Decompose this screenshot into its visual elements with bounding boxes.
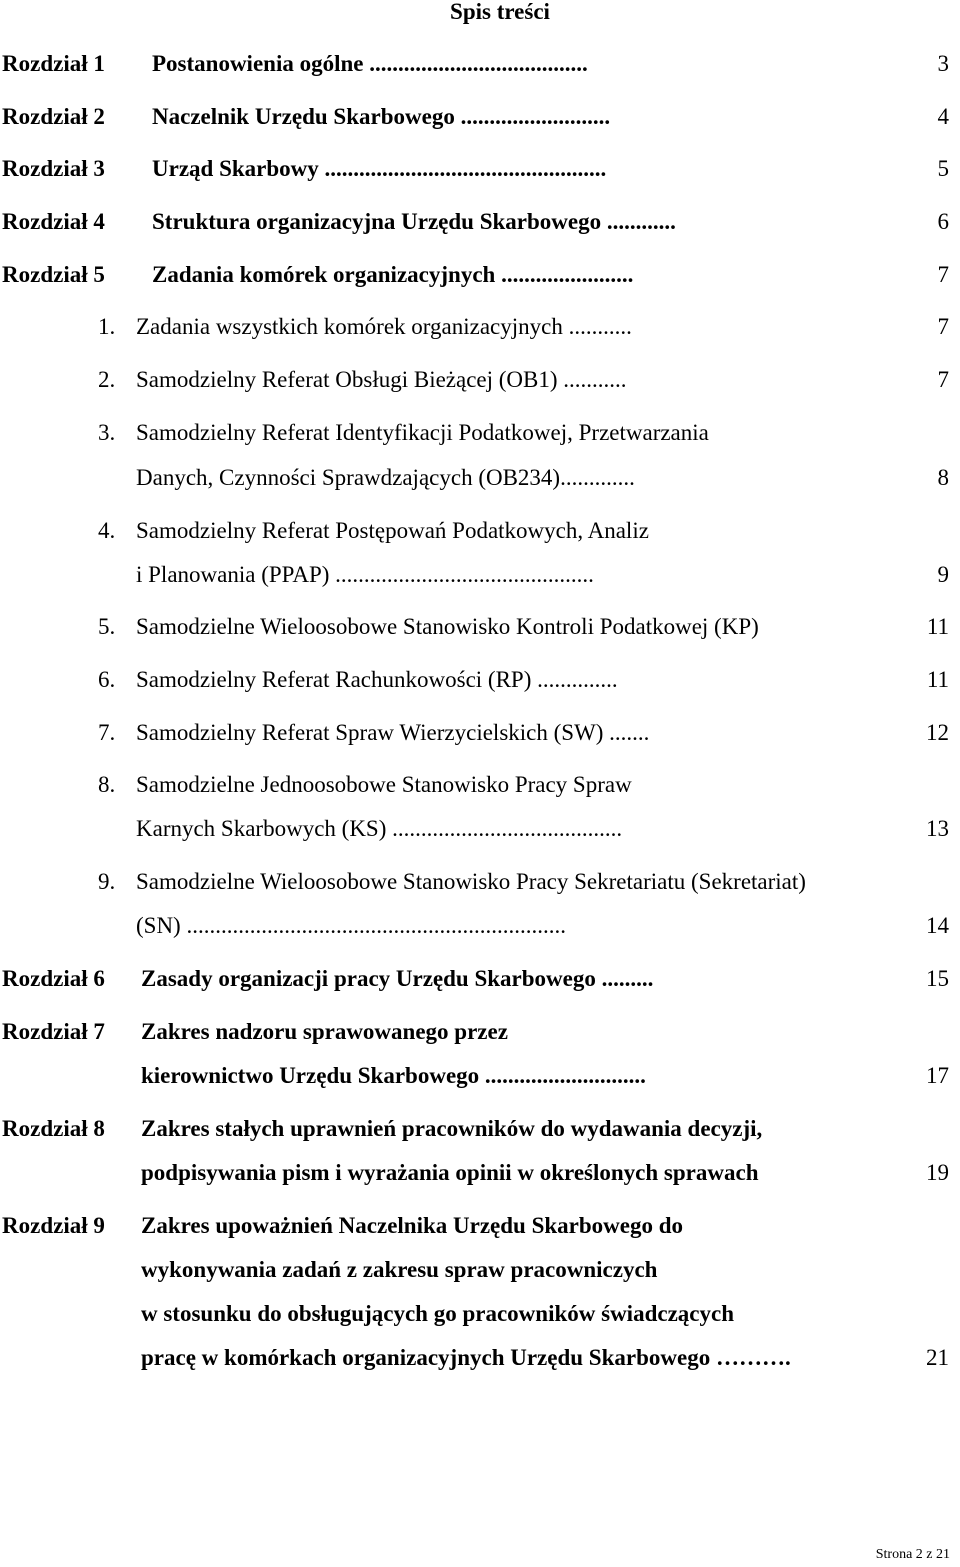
- toc-subentry-continuation[interactable]: [0, 559, 960, 591]
- section-title-continued: Karnych Skarbowych (KS) ........................................: [136, 816, 623, 841]
- chapter-title: Zakres nadzoru sprawowanego przez: [141, 1019, 508, 1044]
- toc-subentry-continuation[interactable]: [0, 813, 960, 845]
- page-number: 13: [926, 816, 949, 841]
- toc-entry[interactable]: [0, 153, 960, 185]
- section-title: Zadania wszystkich komórek organizacyjnych ...........: [136, 314, 632, 339]
- section-title: Samodzielny Referat Obsługi Bieżącej (OB1) ...........: [136, 367, 627, 392]
- toc-entry[interactable]: [0, 1016, 960, 1048]
- toc-subentry[interactable]: [0, 611, 960, 643]
- page-number: 15: [926, 966, 949, 991]
- section-title: Samodzielny Referat Identyfikacji Podatkowej, Przetwarzania: [136, 420, 709, 445]
- chapter-title-continued: w stosunku do obsługujących go pracowników świadczących: [141, 1301, 734, 1326]
- toc-entry[interactable]: [0, 963, 960, 995]
- chapter-label: Rozdział 1: [2, 51, 105, 76]
- chapter-title: Zakres stałych uprawnień pracowników do wydawania decyzji,: [141, 1116, 763, 1141]
- page-number: 12: [926, 720, 949, 745]
- chapter-title: Urząd Skarbowy .................................................: [152, 156, 607, 181]
- chapter-title-continued: podpisywania pism i wyrażania opinii w określonych sprawach: [141, 1160, 759, 1185]
- section-number: 7.: [98, 720, 116, 745]
- page-number: 6: [937, 209, 949, 234]
- toc-entry-continuation[interactable]: [0, 1342, 960, 1374]
- section-title: Samodzielny Referat Postępowań Podatkowych, Analiz: [136, 518, 649, 543]
- chapter-title: Struktura organizacyjna Urzędu Skarbowego ............: [152, 209, 676, 234]
- chapter-title: Zadania komórek organizacyjnych .......................: [152, 262, 634, 287]
- page-number: 11: [926, 614, 949, 639]
- page-number: 8: [937, 465, 949, 490]
- page-title: Spis treści: [450, 0, 550, 24]
- page-number: 5: [937, 156, 949, 181]
- toc-entry[interactable]: [0, 1210, 960, 1242]
- toc-entry[interactable]: [0, 101, 960, 133]
- toc-subentry[interactable]: [0, 664, 960, 696]
- toc-subentry[interactable]: [0, 311, 960, 343]
- section-title: Samodzielne Wieloosobowe Stanowisko Kontroli Podatkowej (KP): [136, 614, 759, 639]
- chapter-label: Rozdział 2: [2, 104, 105, 129]
- toc-subentry[interactable]: [0, 717, 960, 749]
- page-number: 7: [937, 262, 949, 287]
- page-number: 9: [937, 562, 949, 587]
- toc-entry[interactable]: [0, 1113, 960, 1145]
- chapter-title-continued: kierownictwo Urzędu Skarbowego ............................: [141, 1063, 646, 1088]
- section-number: 6.: [98, 667, 116, 692]
- page-footer: Strona 2 z 21: [875, 1547, 950, 1562]
- toc-subentry[interactable]: [0, 364, 960, 396]
- section-number: 9.: [98, 869, 116, 894]
- section-title-continued: i Planowania (PPAP) .............................................: [136, 562, 594, 587]
- section-number: 3.: [98, 420, 116, 445]
- page-number: 7: [937, 367, 949, 392]
- section-number: 8.: [98, 772, 116, 797]
- page-number: 14: [926, 913, 949, 938]
- toc-entry[interactable]: [0, 206, 960, 238]
- chapter-title-continued: pracę w komórkach organizacyjnych Urzędu Skarbowego ……….: [141, 1345, 791, 1370]
- section-number: 5.: [98, 614, 116, 639]
- toc-subentry-continuation[interactable]: [0, 910, 960, 942]
- chapter-title: Naczelnik Urzędu Skarbowego ..........................: [152, 104, 611, 129]
- section-number: 1.: [98, 314, 116, 339]
- chapter-label: Rozdział 4: [2, 209, 105, 234]
- toc-subentry[interactable]: [0, 515, 960, 547]
- chapter-title: Zakres upoważnień Naczelnika Urzędu Skarbowego do: [141, 1213, 684, 1238]
- page-number: 3: [937, 51, 949, 76]
- section-number: 4.: [98, 518, 116, 543]
- page-number: 21: [926, 1345, 949, 1370]
- page-number: 4: [937, 104, 949, 129]
- toc-subentry-continuation[interactable]: [0, 462, 960, 494]
- section-number: 2.: [98, 367, 116, 392]
- toc-entry-continuation[interactable]: [0, 1157, 960, 1189]
- page-number: 19: [926, 1160, 949, 1185]
- section-title-continued: (SN) ..................................................................: [136, 913, 566, 938]
- toc-entry-continuation[interactable]: [0, 1254, 960, 1286]
- chapter-title-continued: wykonywania zadań z zakresu spraw pracowniczych: [141, 1257, 658, 1282]
- chapter-title: Postanowienia ogólne ......................................: [152, 51, 588, 76]
- toc-subentry[interactable]: [0, 769, 960, 801]
- chapter-label: Rozdział 9: [2, 1213, 105, 1238]
- toc-subentry[interactable]: [0, 417, 960, 449]
- page-number: 17: [926, 1063, 949, 1088]
- section-title-continued: Danych, Czynności Sprawdzających (OB234).............: [136, 465, 635, 490]
- chapter-label: Rozdział 8: [2, 1116, 105, 1141]
- chapter-label: Rozdział 3: [2, 156, 105, 181]
- section-title: Samodzielne Jednoosobowe Stanowisko Pracy Spraw: [136, 772, 632, 797]
- section-title: Samodzielny Referat Rachunkowości (RP) ..............: [136, 667, 618, 692]
- chapter-label: Rozdział 7: [2, 1019, 105, 1044]
- toc-entry-continuation[interactable]: [0, 1298, 960, 1330]
- page-number: 11: [926, 667, 949, 692]
- chapter-label: Rozdział 5: [2, 262, 105, 287]
- page-number: 7: [937, 314, 949, 339]
- section-title: Samodzielne Wieloosobowe Stanowisko Pracy Sekretariatu (Sekretariat): [136, 869, 806, 894]
- chapter-title: Zasady organizacji pracy Urzędu Skarbowego .........: [141, 966, 654, 991]
- toc-entry-continuation[interactable]: [0, 1060, 960, 1092]
- chapter-label: Rozdział 6: [2, 966, 105, 991]
- section-title: Samodzielny Referat Spraw Wierzycielskich (SW) .......: [136, 720, 650, 745]
- toc-entry[interactable]: [0, 48, 960, 80]
- toc-entry[interactable]: [0, 259, 960, 291]
- toc-subentry[interactable]: [0, 866, 960, 898]
